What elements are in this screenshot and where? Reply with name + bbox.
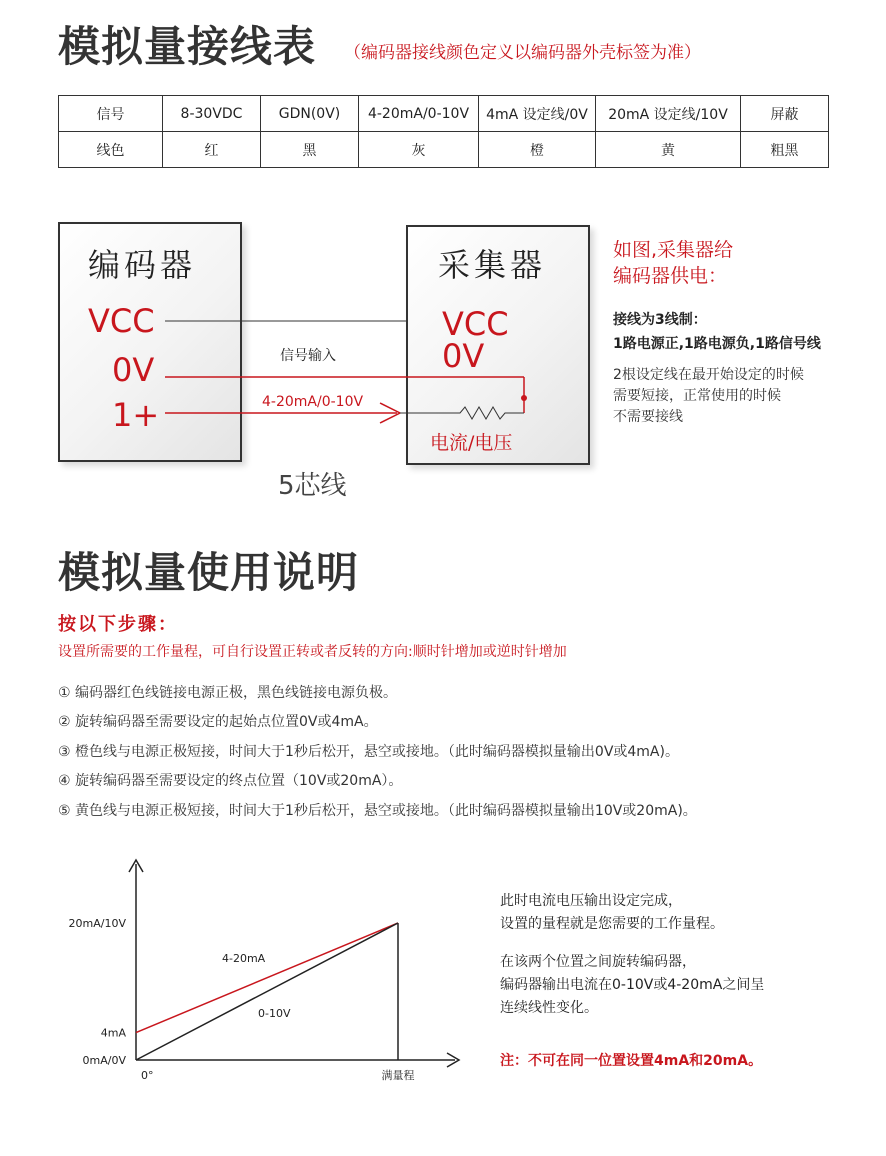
side-heading-line: 如图,采集器给	[613, 239, 734, 261]
side-note	[613, 365, 804, 428]
x-tick-label: 0°	[141, 1069, 154, 1082]
table-cell: 黄	[596, 132, 741, 168]
table-cell: 信号	[59, 96, 163, 132]
chart-note-line: 设置的量程就是您需要的工作量程。	[500, 916, 724, 932]
chart-warning: 注：不可在同一位置设置4mA和20mA。	[500, 1053, 763, 1069]
side-heading-line: 编码器供电：	[613, 265, 728, 287]
side-heading	[613, 237, 733, 289]
side-wiring-mode	[613, 308, 821, 356]
chart-note-line: 此时电流电压输出设定完成，	[500, 893, 682, 909]
step-item: ④ 旋转编码器至需要设定的终点位置（10V或20mA）。	[58, 773, 403, 789]
collector-pin-0v: 0V	[442, 337, 485, 375]
table-cell: GDN(0V)	[261, 96, 359, 132]
side-note-line: 2根设定线在最开始设定的时候	[613, 367, 804, 383]
table-cell: 线色	[59, 132, 163, 168]
chart-note-line: 连续线性变化。	[500, 1000, 598, 1016]
cable-label: 5芯线	[278, 471, 347, 501]
usage-title: 模拟量使用说明	[58, 548, 360, 597]
output-chart	[0, 850, 490, 1100]
table-cell: 4-20mA/0-10V	[359, 96, 479, 132]
table-cell: 20mA 设定线/10V	[596, 96, 741, 132]
table-cell: 红	[163, 132, 261, 168]
encoder-pin-vcc: VCC	[88, 302, 155, 340]
table-cell: 4mA 设定线/0V	[479, 96, 596, 132]
step-item: ⑤ 黄色线与电源正极短接，时间大于1秒后松开，悬空或接地。（此时编码器模拟量输出10V或20mA)。	[58, 803, 697, 819]
chart-note-line: 编码器输出电流在0-10V或4-20mA之间呈	[500, 977, 765, 993]
chart-note-line: 在该两个位置之间旋转编码器，	[500, 954, 696, 970]
table-cell: 粗黑	[741, 132, 829, 168]
step-item: ① 编码器红色线链接电源正极，黑色线链接电源负极。	[58, 685, 397, 701]
steps-subheading: 设置所需要的工作量程，可自行设置正转或者反转的方向:顺时针增加或逆时针增加	[58, 644, 567, 660]
steps-heading: 按以下步骤：	[58, 614, 178, 635]
y-tick-label: 0mA/0V	[82, 1054, 126, 1067]
collector-title: 采集器	[438, 246, 547, 284]
chart-note-2	[500, 951, 764, 1020]
encoder-pin-0v: 0V	[112, 351, 155, 389]
table-cell: 灰	[359, 132, 479, 168]
x-tick-label: 满量程	[381, 1069, 415, 1082]
signal-input-label: 信号输入	[280, 348, 336, 364]
side-note-line: 不需要接线	[613, 409, 683, 425]
chart-note-1	[500, 890, 724, 936]
series-label: 0-10V	[258, 1007, 291, 1020]
load-label: 电流/电压	[430, 432, 513, 454]
side-note-line: 需要短接，正常使用的时候	[613, 388, 781, 404]
table-cell: 黑	[261, 132, 359, 168]
side-bold-line: 1路电源正,1路电源负,1路信号线	[613, 336, 821, 352]
encoder-title: 编码器	[88, 246, 197, 284]
table-cell: 8-30VDC	[163, 96, 261, 132]
resistor-symbol	[400, 407, 524, 419]
series-label: 4-20mA	[222, 952, 266, 965]
page-title: 模拟量接线表	[58, 22, 317, 71]
encoder-pin-signal: 1+	[112, 396, 160, 434]
title-note: （编码器接线颜色定义以编码器外壳标签为准）	[344, 43, 701, 63]
signal-range-label: 4-20mA/0-10V	[262, 394, 364, 410]
table-cell: 橙	[479, 132, 596, 168]
y-tick-label: 20mA/10V	[68, 917, 126, 930]
table-cell: 屏蔽	[741, 96, 829, 132]
y-tick-label: 4mA	[100, 1026, 126, 1040]
side-bold-line: 接线为3线制：	[613, 312, 707, 328]
step-item: ② 旋转编码器至需要设定的起始点位置0V或4mA。	[58, 714, 378, 730]
step-item: ③ 橙色线与电源正极短接，时间大于1秒后松开，悬空或接地。（此时编码器模拟量输出0V或4mA)。	[58, 744, 679, 760]
series-line-0-10v	[136, 923, 398, 1060]
collector-pin-vcc: VCC	[442, 305, 509, 343]
